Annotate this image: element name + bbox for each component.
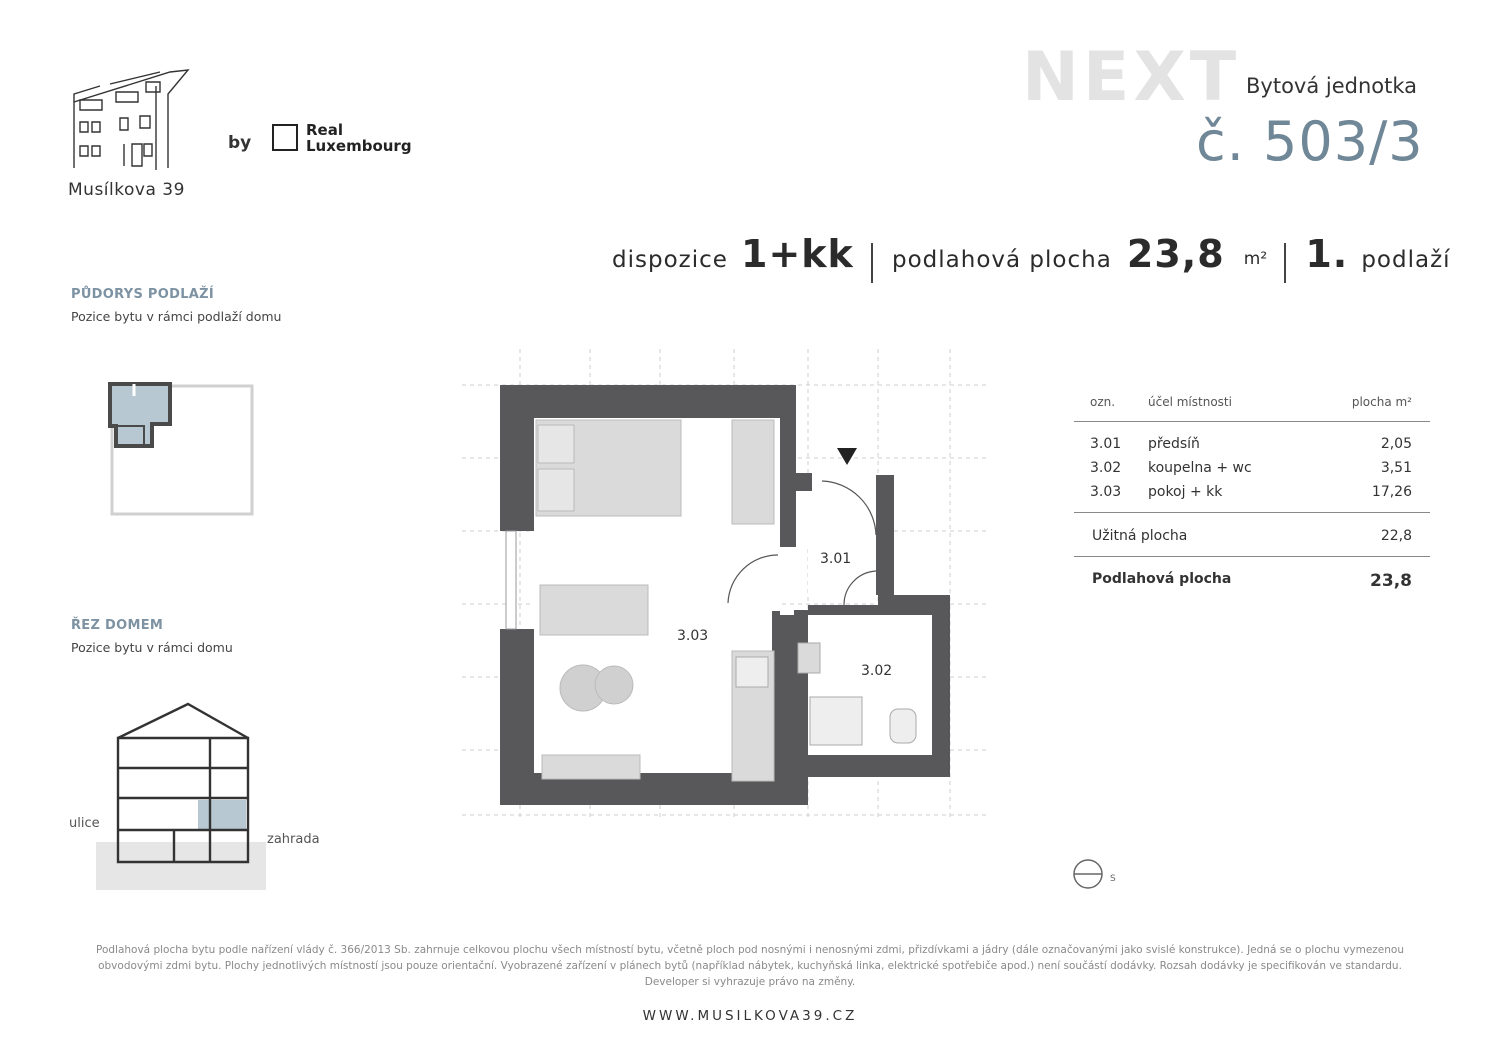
room-area: 2,05	[1380, 436, 1412, 452]
table-row	[1074, 480, 1430, 504]
room-id: 3.03	[1090, 484, 1122, 500]
entrance-arrow-icon	[837, 448, 857, 465]
room-label-3-03: 3.03	[677, 628, 709, 644]
building-section-diagram	[90, 700, 280, 892]
building-logo-icon	[70, 64, 200, 174]
room-id: 3.01	[1090, 436, 1122, 452]
usable-area-label: Užitná plocha	[1092, 528, 1188, 544]
floor-area-row	[1074, 557, 1430, 605]
floor-area-label: Podlahová plocha	[1092, 571, 1232, 587]
col-header-id: ozn.	[1090, 395, 1116, 409]
partner-name	[306, 122, 412, 154]
usable-area-value: 22,8	[1380, 528, 1412, 544]
disclaimer-text: Podlahová plocha bytu podle nařízení vlády č. 366/2013 Sb. zahrnuje celkovou plochu všech místností bytu, včetně ploch pod nosnými i nenosnými zdmi, přizdívkami a jádry (dále označovanými jako svislé konstrukce). Jedná se o plochu vymezenou obvodovými zdmi bytu. Plochy jednotlivých místností jsou pouze orientační. Vyobrazené zařízení v plánech bytů (například nábytek, kuchyňská linka, elektrické spotřebiče apod.) není součástí dodávky. Rozsah dodávky je specifikován ve standardu. Developer si vyhrazuje právo na změny.	[95, 944, 1404, 988]
room-name: koupelna + wc	[1148, 460, 1252, 476]
usable-area-row	[1074, 513, 1430, 557]
room-area: 17,26	[1371, 484, 1412, 500]
floor-section-title: PŮDORYS PODLAŽÍ	[71, 287, 215, 302]
table-row	[1074, 456, 1430, 480]
podlazi-label: podlaží	[1361, 247, 1451, 273]
dispozice-label: dispozice	[612, 247, 728, 273]
by-label: by	[228, 133, 252, 153]
cut-section-subtitle: Pozice bytu v rámci domu	[71, 640, 233, 655]
floor-area-value: 23,8	[1370, 571, 1412, 591]
project-name: Musílkova 39	[68, 180, 185, 200]
room-area: 3,51	[1380, 460, 1412, 476]
divider	[871, 243, 873, 283]
partner-logo-icon	[272, 124, 298, 151]
label-garden: zahrada	[267, 832, 320, 847]
room-label-3-01: 3.01	[820, 551, 852, 567]
compass-icon	[1072, 858, 1106, 892]
col-header-area: plocha m²	[1351, 395, 1412, 409]
room-table-header	[1074, 392, 1430, 422]
plocha-label: podlahová plocha	[892, 247, 1112, 273]
floor-position-diagram	[104, 378, 264, 522]
specs-line	[612, 232, 1451, 283]
unit-label: Bytová jednotka	[1246, 74, 1418, 98]
floor-section-subtitle: Pozice bytu v rámci podlaží domu	[71, 309, 282, 324]
col-header-name: účel místnosti	[1148, 395, 1232, 409]
partner-name-line1: Real	[306, 121, 343, 139]
room-table	[1074, 392, 1430, 605]
floor-plan	[462, 345, 992, 825]
room-label-3-02: 3.02	[861, 663, 893, 679]
divider	[1284, 243, 1286, 283]
label-street: ulice	[69, 816, 100, 831]
compass-label: S	[1110, 874, 1116, 884]
room-name: předsíň	[1148, 436, 1200, 452]
partner-name-line2: Luxembourg	[306, 137, 412, 155]
plocha-unit: m²	[1243, 249, 1268, 269]
plocha-value: 23,8	[1126, 232, 1225, 276]
cut-section-title: ŘEZ DOMEM	[71, 618, 164, 633]
table-row	[1074, 432, 1430, 456]
unit-number: č. 503/3	[1196, 110, 1424, 173]
dispozice-value: 1+kk	[741, 232, 854, 276]
podlazi-value: 1.	[1305, 232, 1349, 276]
room-id: 3.02	[1090, 460, 1122, 476]
website-link[interactable]: WWW.MUSILKOVA39.CZ	[642, 1008, 858, 1024]
next-watermark: NEXT	[1022, 38, 1241, 117]
room-name: pokoj + kk	[1148, 484, 1223, 500]
